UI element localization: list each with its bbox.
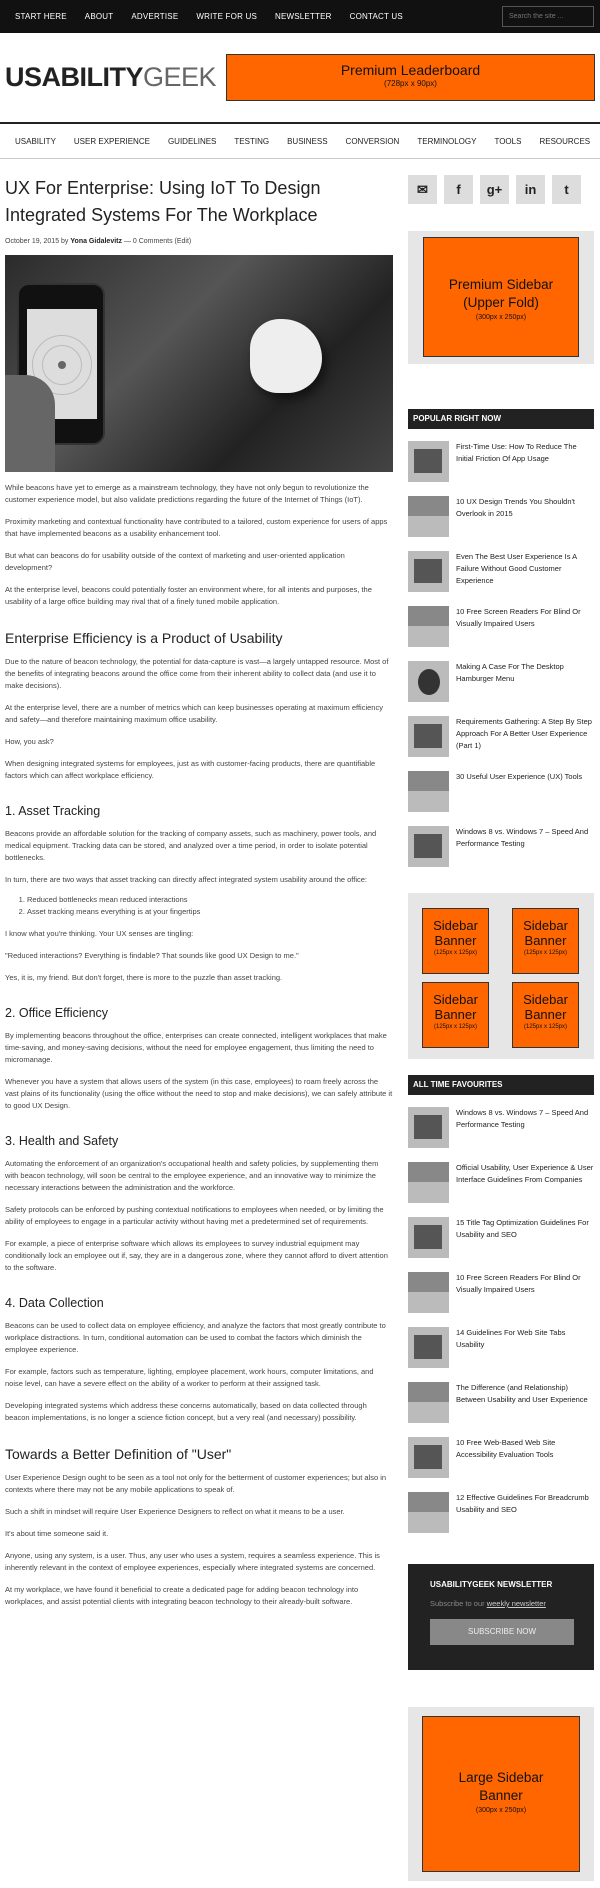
sidebar-banner-ad[interactable] <box>512 908 579 974</box>
newsletter-box <box>408 1564 594 1670</box>
post-link[interactable]: Official Usability, User Experience & User Interface Guidelines From Companies <box>456 1163 594 1184</box>
list-item[interactable] <box>408 826 594 869</box>
article <box>5 175 393 1608</box>
topnav-about[interactable]: ABOUT <box>84 12 114 21</box>
ad-title-line1: Sidebar <box>523 992 568 1007</box>
thumbnail <box>408 826 449 867</box>
leaderboard-title: Premium Leaderboard <box>340 62 481 78</box>
paragraph: Due to the nature of beacon technology, the potential for data-capture is vast—a largely untapped resource. Most of the benefits of integrating beacons around the office come from their inherent ability to collect data (and use it to make decisions). <box>5 657 389 690</box>
post-link[interactable]: First-Time Use: How To Reduce The Initial Friction Of App Usage <box>456 442 577 463</box>
post-link[interactable]: 30 Useful User Experience (UX) Tools <box>456 772 583 781</box>
thumbnail <box>408 1217 449 1258</box>
heading-enterprise-efficiency: Enterprise Efficiency is a Product of Usability <box>5 630 283 646</box>
thumbnail <box>408 1382 449 1423</box>
thumbnail <box>408 771 449 812</box>
thumbnail <box>408 606 449 647</box>
ad-size: (125px x 125px) <box>433 950 478 956</box>
article-date: October 19, 2015 by <box>5 238 71 245</box>
thumbnail <box>408 1107 449 1148</box>
paragraph: When designing integrated systems for employees, just as with customer-facing products, there are quantifiable factors which can affect workplace efficiency. <box>5 759 376 780</box>
googleplus-icon[interactable]: g+ <box>480 175 509 204</box>
ad-size: (125px x 125px) <box>523 950 568 956</box>
heading-office-efficiency: 2. Office Efficiency <box>5 1006 109 1020</box>
category-nav <box>0 122 600 159</box>
logo-part-geek: GEEK <box>143 62 217 92</box>
topnav-advertise[interactable]: ADVERTISE <box>131 12 179 21</box>
ad-title-line1: Sidebar <box>523 918 568 933</box>
list-item[interactable] <box>408 661 594 704</box>
cat-usability[interactable]: USABILITY <box>15 136 56 146</box>
heading-asset-tracking: 1. Asset Tracking <box>5 804 101 818</box>
mail-icon[interactable]: ✉ <box>408 175 437 204</box>
paragraph: Beacons can be used to collect data on employee efficiency, and analyze the factors that most greatly contribute to workplace distractions. In turn, conditional automation can be used to combat the factors which diminish the employee experience. <box>5 1321 386 1354</box>
list-item[interactable] <box>408 1162 594 1205</box>
heading-better-definition: Towards a Better Definition of "User" <box>5 1446 232 1462</box>
post-link[interactable]: 14 Guidelines For Web Site Tabs Usability <box>456 1328 566 1349</box>
list-item[interactable] <box>408 716 594 759</box>
favourites-heading: ALL TIME FAVOURITES <box>408 1075 594 1095</box>
paragraph: User Experience Design ought to be seen as a tool not only for the betterment of customer experiences; but also in contexts where there may not be any mobile applications to speak of. <box>5 1473 387 1494</box>
thumbnail <box>408 496 449 537</box>
thumbnail <box>408 1327 449 1368</box>
ad-title-line1: Sidebar <box>433 992 478 1007</box>
cat-business[interactable]: BUSINESS <box>287 136 328 146</box>
paragraph: Proximity marketing and contextual functionality have contributed to a tailored, custom experience for users of apps that have implemented beacons as a usability enhancement tool. <box>5 517 388 538</box>
post-link[interactable]: 10 UX Design Trends You Shouldn't Overlook in 2015 <box>456 497 576 518</box>
post-link[interactable]: 10 Free Web-Based Web Site Accessibility Evaluation Tools <box>456 1438 556 1459</box>
paragraph: While beacons have yet to emerge as a mainstream technology, they have not only begun to revolutionize the customer experience model, but also validate predictions regarding the future of the Internet of Things (IoT). <box>5 483 369 504</box>
top-bar <box>0 0 600 33</box>
paragraph: Such a shift in mindset will require User Experience Designers to reflect on what it means to be a user. <box>5 1507 345 1516</box>
sidebar-ad-container <box>408 231 594 364</box>
post-link[interactable]: The Difference (and Relationship) Between Usability and User Experience <box>456 1383 588 1404</box>
topnav-newsletter[interactable]: NEWSLETTER <box>274 12 332 21</box>
leaderboard-ad[interactable] <box>226 54 595 101</box>
post-link[interactable]: Windows 8 vs. Windows 7 – Speed And Performance Testing <box>456 827 589 848</box>
thumbnail <box>408 1162 449 1203</box>
list-item[interactable] <box>408 1107 594 1150</box>
list-item: 1. Reduced bottlenecks mean reduced interactions <box>27 894 393 906</box>
paragraph: Whenever you have a system that allows users of the system (in this case, employees) to roam freely across the vast plains of its functionality (using the office without the need to stop and make decisions), we can safely attribute it to good UX Design. <box>5 1077 393 1110</box>
site-logo[interactable] <box>5 62 216 93</box>
post-link[interactable]: Even The Best User Experience Is A Failure Without Good Customer Experience <box>456 552 577 585</box>
premium-sidebar-ad[interactable] <box>423 237 579 357</box>
ad-title-line2: Banner <box>524 1007 567 1022</box>
list-item[interactable] <box>408 1492 594 1535</box>
list-item[interactable] <box>408 441 594 484</box>
social-share-bar <box>408 175 594 210</box>
popular-right-now <box>408 409 594 869</box>
thumbnail <box>408 1437 449 1478</box>
paragraph: "Reduced interactions? Everything is findable? That sounds like good UX Design to me." <box>5 951 299 960</box>
cat-testing[interactable]: TESTING <box>234 136 270 146</box>
post-link[interactable]: Making A Case For The Desktop Hamburger Menu <box>456 662 564 683</box>
list-item[interactable] <box>408 771 594 814</box>
top-nav <box>6 0 412 33</box>
large-sidebar-ad[interactable] <box>422 1716 580 1872</box>
ad-title-line2: Banner <box>434 933 477 948</box>
newsletter-link[interactable]: weekly newsletter <box>486 1599 546 1608</box>
thumbnail <box>408 661 449 702</box>
newsletter-title: USABILITYGEEK NEWSLETTER <box>430 1580 553 1589</box>
paragraph: Anyone, using any system, is a user. Thus, any user who uses a system, requires a seamless experience. This is inherently relevant in the context of employee experiences, especially where integrated systems are concerned. <box>5 1551 380 1572</box>
linkedin-icon[interactable]: in <box>516 175 545 204</box>
sidebar-banner-ad[interactable] <box>422 908 489 974</box>
cat-user-experience[interactable]: USER EXPERIENCE <box>73 136 150 146</box>
paragraph: But what can beacons do for usability outside of the context of marketing and user-oriented application development? <box>5 551 345 572</box>
paragraph: I know what you're thinking. Your UX senses are tingling: <box>5 929 194 938</box>
paragraph: Yes, it is, my friend. But don't forget, there is more to the puzzle than asset tracking. <box>5 973 283 982</box>
newsletter-sub-text: Subscribe to our <box>430 1599 487 1608</box>
list-item: 2. Asset tracking means everything is at your fingertips <box>27 906 393 918</box>
list-item[interactable] <box>408 606 594 649</box>
paragraph: In turn, there are two ways that asset tracking can directly affect integrated system usability around the office: <box>5 875 367 884</box>
popular-heading: POPULAR RIGHT NOW <box>408 409 594 429</box>
hero-image <box>5 255 393 472</box>
list-item[interactable] <box>408 1272 594 1315</box>
paragraph: It's about time someone said it. <box>5 1529 109 1538</box>
paragraph: At the enterprise level, beacons could potentially foster an environment where, for all intents and purposes, the usability of a large office building may rival that of a finely tuned mobile application. <box>5 585 372 606</box>
small-ads-container <box>408 893 594 1059</box>
cat-tools[interactable]: TOOLS <box>494 136 522 146</box>
cat-guidelines[interactable]: GUIDELINES <box>167 136 217 146</box>
article-author[interactable]: Yona Gidalevitz <box>70 238 122 245</box>
thumbnail <box>408 441 449 482</box>
list-item[interactable] <box>408 1437 594 1480</box>
sidebar-banner-ad[interactable] <box>422 982 489 1048</box>
ad-title-line1: Sidebar <box>433 918 478 933</box>
subscribe-button[interactable]: SUBSCRIBE NOW <box>430 1619 574 1645</box>
ad-title-line2: Banner <box>434 1007 477 1022</box>
paragraph: For example, a piece of enterprise software which allows its employees to survey industrial equipment may conditionally lock an employee out if, say, they are in a dangerous zone, where they cannot afford to divert attention to the software. <box>5 1239 388 1272</box>
post-link[interactable]: 10 Free Screen Readers For Blind Or Visually Impaired Users <box>456 1273 581 1294</box>
heading-health-safety: 3. Health and Safety <box>5 1134 119 1148</box>
paragraph: At the enterprise level, there are a number of metrics which can keep businesses operating at maximum efficiency and safety—and therefore maintaining maximum office usability. <box>5 703 383 724</box>
list-item[interactable] <box>408 1382 594 1425</box>
post-link[interactable]: 12 Effective Guidelines For Breadcrumb Usability and SEO <box>456 1493 589 1514</box>
cat-resources[interactable]: RESOURCES <box>539 136 591 146</box>
ad-size: (300px x 250px) <box>475 314 527 321</box>
ad-title-line2: Banner <box>479 1788 523 1803</box>
topnav-contact-us[interactable]: CONTACT US <box>349 12 403 21</box>
paragraph: Beacons provide an affordable solution for the tracking of company assets, such as machinery, power tools, and medical equipment. Tracking data can be stored, and analyzed over a time period, in order to isolate potential bottlenecks. <box>5 829 377 862</box>
ad-size: (125px x 125px) <box>433 1024 478 1030</box>
list-item[interactable] <box>408 551 594 594</box>
twitter-icon[interactable]: t <box>552 175 581 204</box>
newsletter-subtitle <box>430 1599 594 1608</box>
ad-title-line2: Banner <box>524 933 567 948</box>
topnav-write-for-us[interactable]: WRITE FOR US <box>196 12 257 21</box>
paragraph: How, you ask? <box>5 737 54 746</box>
paragraph: For example, factors such as temperature, lighting, employee placement, work hours, computer limitations, and noise level, can have a severe effect on the ability of a worker to perform at their assigned task. <box>5 1367 374 1388</box>
search-input[interactable] <box>502 6 594 27</box>
thumbnail <box>408 551 449 592</box>
large-ad-container <box>408 1707 594 1881</box>
thumbnail <box>408 716 449 757</box>
ad-size: (125px x 125px) <box>523 1024 568 1030</box>
thumbnail <box>408 1492 449 1533</box>
paragraph: Developing integrated systems which address these concerns automatically, based on data collected through beacon implementations, is no longer a science fiction concept, but a very real (and necessary) possibility. <box>5 1401 367 1422</box>
cat-conversion[interactable]: CONVERSION <box>345 136 400 146</box>
logo-part-usability: USABILITY <box>5 62 144 92</box>
heading-data-collection: 4. Data Collection <box>5 1296 104 1310</box>
facebook-icon[interactable]: f <box>444 175 473 204</box>
ad-title-line2: (Upper Fold) <box>463 295 539 310</box>
topnav-start-here[interactable]: START HERE <box>15 12 67 21</box>
leaderboard-size: (728px x 90px) <box>384 79 437 88</box>
list-item[interactable] <box>408 1217 594 1260</box>
post-link[interactable]: Windows 8 vs. Windows 7 – Speed And Performance Testing <box>456 1108 589 1129</box>
article-meta <box>5 238 393 245</box>
article-title: UX For Enterprise: Using IoT To Design Integrated Systems For The Workplace <box>5 178 321 225</box>
list-item[interactable] <box>408 496 594 539</box>
paragraph: Safety protocols can be enforced by pushing contextual notifications to employees when needed, or by limiting the ability of employees to engage in a particular activity without having met a predetermined set of requirements. <box>5 1205 384 1226</box>
sidebar-banner-ad[interactable] <box>512 982 579 1048</box>
list-item[interactable] <box>408 1327 594 1370</box>
ad-title-line1: Premium Sidebar <box>448 277 554 292</box>
all-time-favourites <box>408 1075 594 1535</box>
article-comments[interactable]: — 0 Comments (Edit) <box>122 238 192 245</box>
asset-tracking-list <box>5 894 393 918</box>
thumbnail <box>408 1272 449 1313</box>
paragraph: At my workplace, we have found it beneficial to create a dedicated page for adding beacon technology into workplaces, and assist potential clients with integrating beacon technology to their already-built software. <box>5 1585 359 1606</box>
post-link[interactable]: Requirements Gathering: A Step By Step Approach For A Better User Experience (Part 1) <box>456 717 592 750</box>
post-link[interactable]: 10 Free Screen Readers For Blind Or Visually Impaired Users <box>456 607 581 628</box>
cat-terminology[interactable]: TERMINOLOGY <box>417 136 477 146</box>
paragraph: Automating the enforcement of an organization's occupational health and safety policies, by supplementing them with beacon technology, will soon be central to the employee experience, and an innovative way to minimize the necessary interactions between the administration and the workforce. <box>5 1159 379 1192</box>
paragraph: By implementing beacons throughout the office, enterprises can create connected, intelligent workplaces that make time-saving, and money-saving decisions, without the need for employee engagement, thus limiting the need to micromanage. <box>5 1031 387 1064</box>
post-link[interactable]: 15 Title Tag Optimization Guidelines For Usability and SEO <box>456 1218 589 1239</box>
ad-title-line1: Large Sidebar <box>458 1770 544 1785</box>
ad-size: (300px x 250px) <box>475 1807 527 1814</box>
